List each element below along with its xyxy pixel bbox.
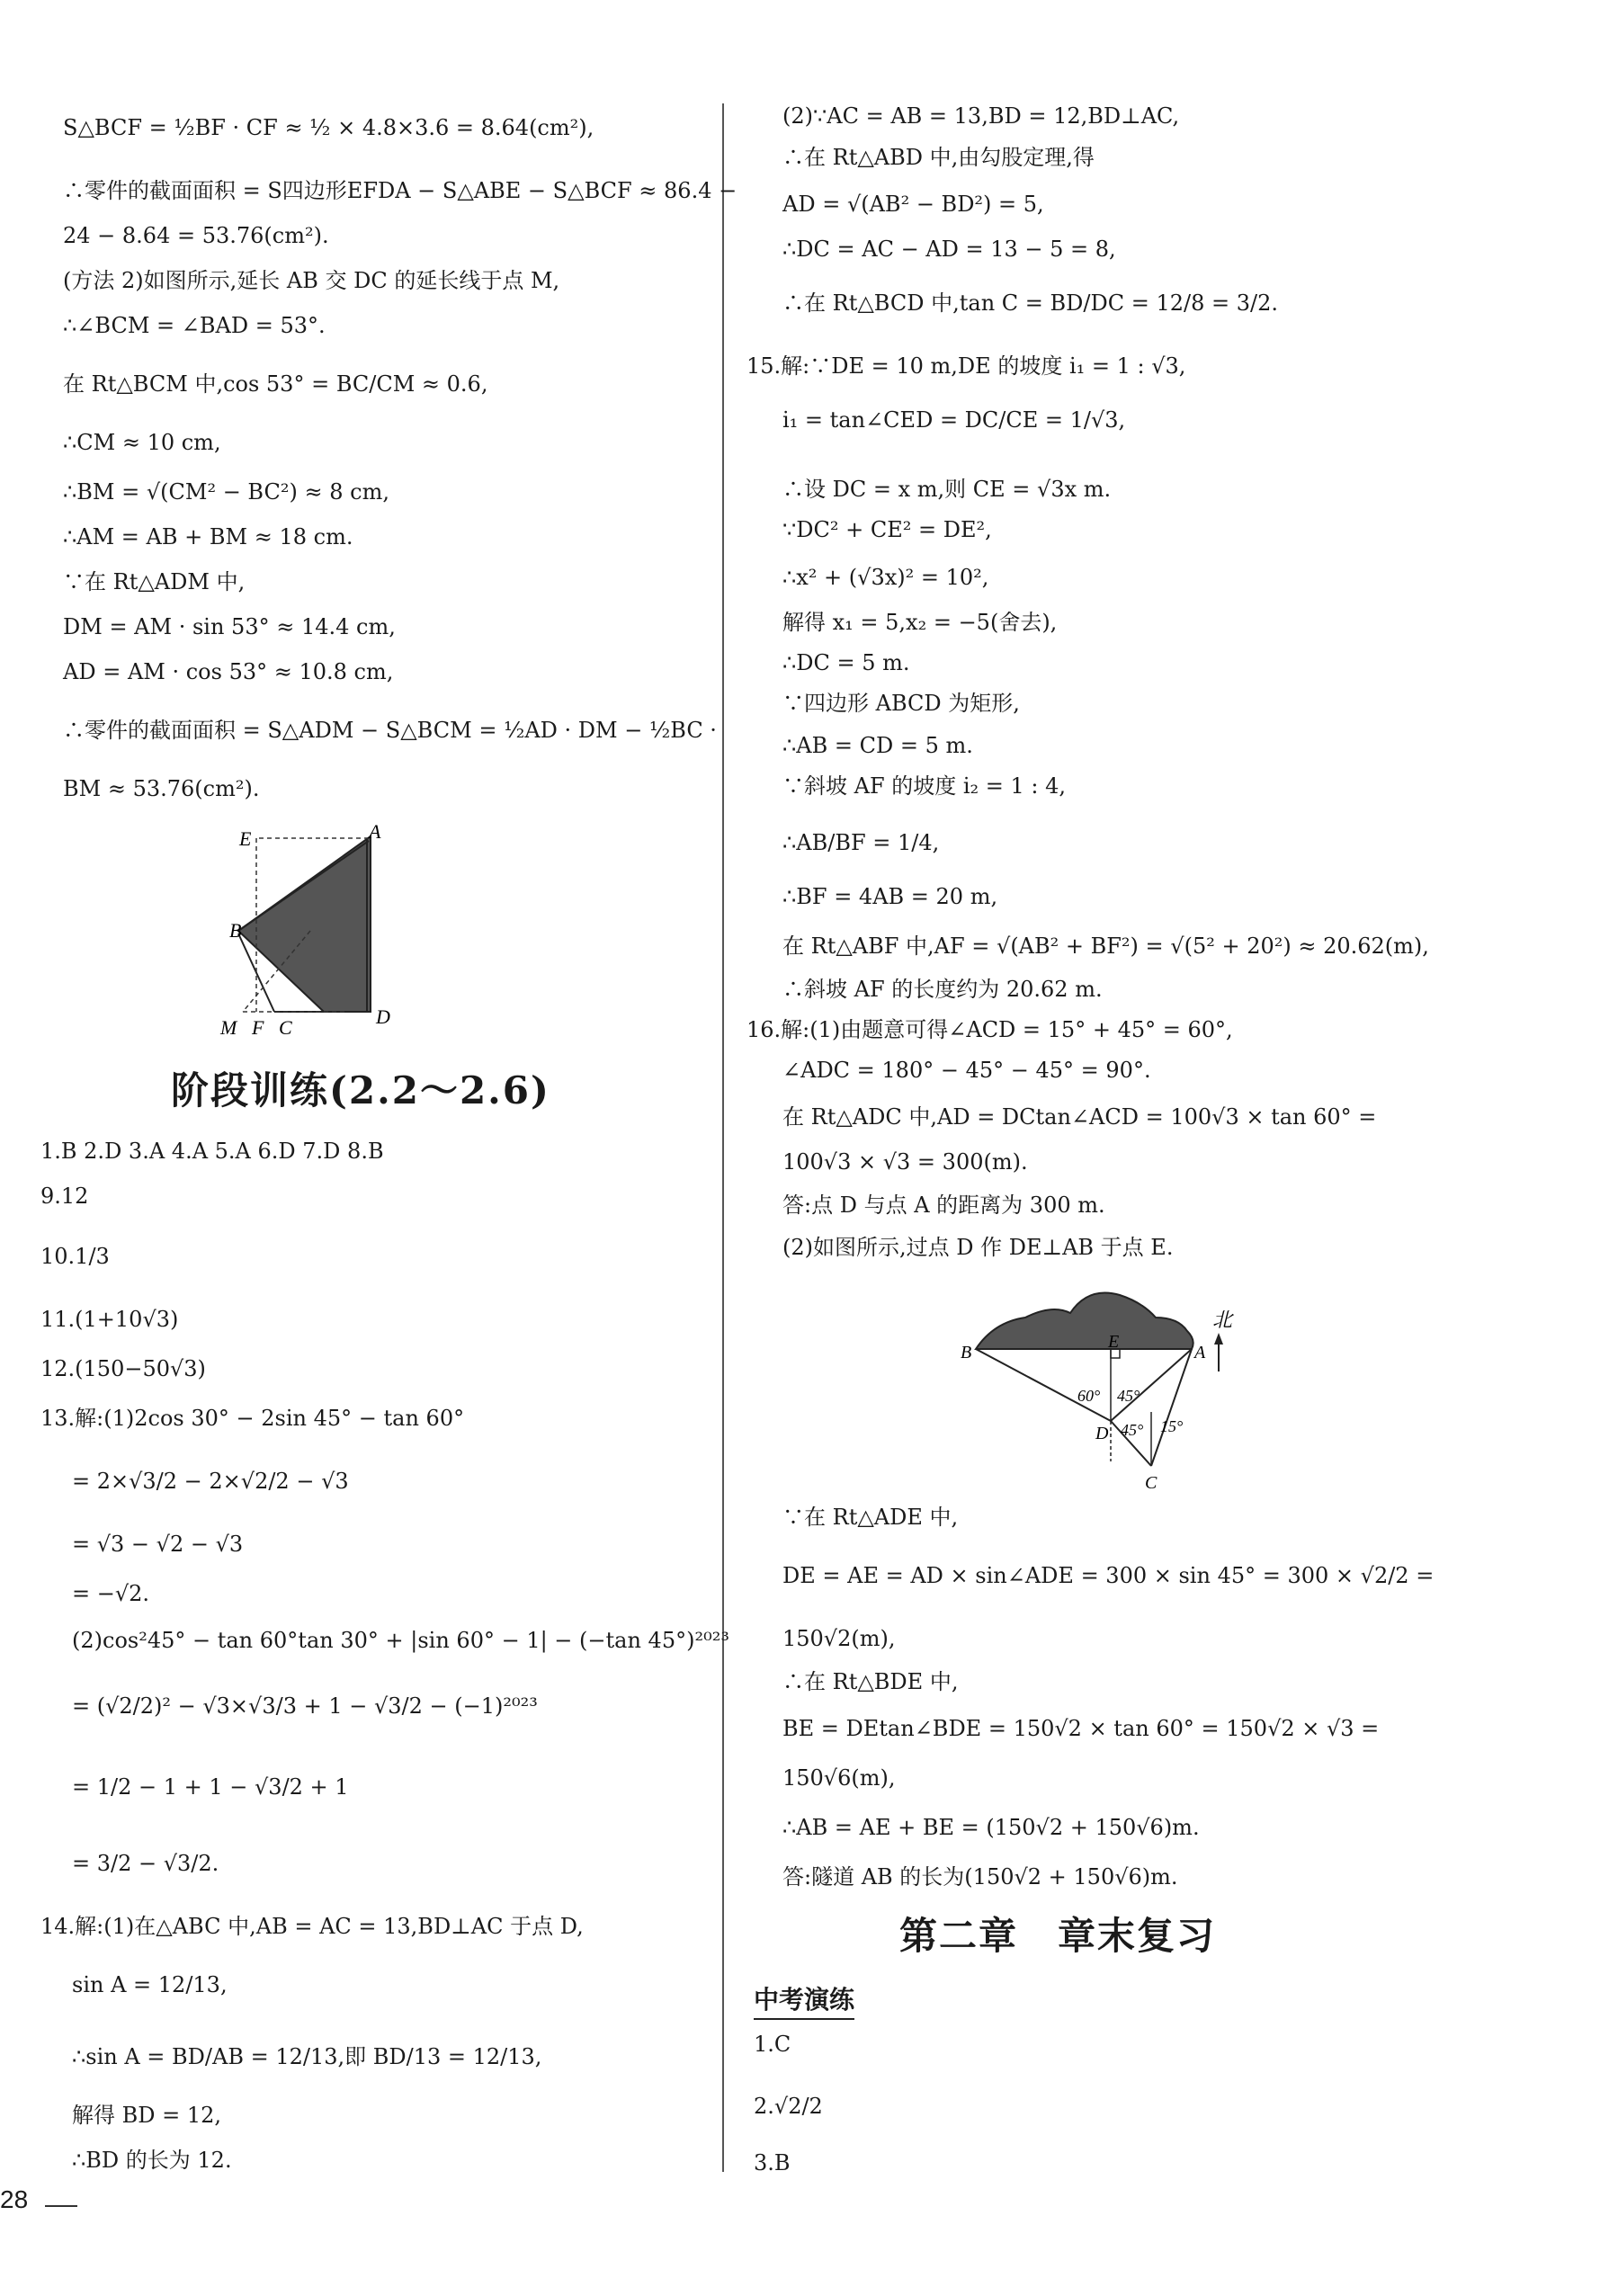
q13-line: = −√2. <box>72 1581 150 1606</box>
answer-line: 10.1/3 <box>40 1244 110 1269</box>
text-line: ∴AM = AB + BM ≈ 18 cm. <box>63 524 353 549</box>
text-line: 24 − 8.64 = 53.76(cm²). <box>63 223 329 248</box>
q13-line: = √3 − √2 − √3 <box>72 1532 244 1557</box>
q13-line: 13.解:(1)2cos 30° − 2sin 45° − tan 60° <box>40 1406 465 1431</box>
text-line: ∴x² + (√3x)² = 10², <box>782 565 989 590</box>
text-line: 答:隧道 AB 的长为(150√2 + 150√6)m. <box>782 1864 1178 1890</box>
text-line: ∵在 Rt△ADM 中, <box>63 569 246 594</box>
text-line: i₁ = tan∠CED = DC/CE = 1/√3, <box>782 407 1126 433</box>
text-line: BM ≈ 53.76(cm²). <box>63 776 260 801</box>
q14-line: 14.解:(1)在△ABC 中,AB = AC = 13,BD⊥AC 于点 D, <box>40 1914 584 1939</box>
angle-15: 15° <box>1160 1417 1184 1435</box>
text-line: BE = DEtan∠BDE = 150√2 × tan 60° = 150√2 × √3 = <box>782 1716 1380 1741</box>
label-E: E <box>1108 1332 1120 1352</box>
q14-line: ∴BD 的长为 12. <box>72 2148 232 2173</box>
text-line: (2)如图所示,过点 D 作 DE⊥AB 于点 E. <box>782 1235 1174 1260</box>
text-line: ∵在 Rt△ADE 中, <box>782 1505 959 1530</box>
label-B: B <box>961 1343 972 1362</box>
angle-60: 60° <box>1077 1387 1101 1405</box>
text-line: (方法 2)如图所示,延长 AB 交 DC 的延长线于点 M, <box>63 268 560 293</box>
text-line: ∴零件的截面面积 = S△ADM − S△BCM = ½AD · DM − ½BC · <box>63 718 717 743</box>
angle-45-a: 45° <box>1117 1387 1140 1405</box>
text-line: 150√6(m), <box>782 1765 896 1791</box>
chapter-answer: 3.B <box>754 2150 791 2175</box>
text-line: ∵四边形 ABCD 为矩形, <box>782 691 1020 716</box>
subsection-heading: 中考演练 <box>754 1980 854 2020</box>
section-title: 阶段训练(2.2～2.6) <box>171 1068 550 1112</box>
text-line: ∠ADC = 180° − 45° − 45° = 90°. <box>782 1058 1151 1083</box>
label-D: D <box>376 1005 390 1028</box>
text-line: ∴在 Rt△BCD 中,tan C = BD/DC = 12/8 = 3/2. <box>782 290 1278 316</box>
text-line: 在 Rt△ADC 中,AD = DCtan∠ACD = 100√3 × tan 60° = <box>782 1104 1377 1130</box>
label-A: A <box>1194 1343 1206 1362</box>
text-line: ∵斜坡 AF 的坡度 i₂ = 1 : 4, <box>782 773 1067 799</box>
text-line: 解得 x₁ = 5,x₂ = −5(舍去), <box>782 610 1058 635</box>
text-line: ∴CM ≈ 10 cm, <box>63 430 221 455</box>
text-line: ∴设 DC = x m,则 CE = √3x m. <box>782 477 1112 502</box>
label-A: A <box>369 820 381 843</box>
answer-line: 11.(1+10√3) <box>40 1307 179 1332</box>
text-line: ∴BF = 4AB = 20 m, <box>782 884 998 909</box>
q14-line: ∴sin A = BD/AB = 12/13,即 BD/13 = 12/13, <box>72 2044 542 2069</box>
label-M: M <box>220 1016 237 1039</box>
text-line: ∴∠BCM = ∠BAD = 53°. <box>63 313 326 338</box>
text-line: ∴零件的截面面积 = S四边形EFDA − S△ABE − S△BCF ≈ 86.4 − <box>63 178 737 203</box>
q14-line: 解得 BD = 12, <box>72 2103 222 2128</box>
angle-45-b: 45° <box>1121 1421 1144 1439</box>
geometry-figure-1 <box>220 818 558 1043</box>
text-line: S△BCF = ½BF · CF ≈ ½ × 4.8×3.6 = 8.64(cm²), <box>63 115 594 140</box>
geometry-figure-2 <box>962 1268 1250 1493</box>
column-divider <box>722 103 724 2172</box>
chapter-answer: 1.C <box>754 2032 791 2057</box>
text-line: (2)∵AC = AB = 13,BD = 12,BD⊥AC, <box>782 103 1180 129</box>
answer-line: 12.(150−50√3) <box>40 1356 206 1381</box>
text-line: ∴斜坡 AF 的长度约为 20.62 m. <box>782 977 1103 1002</box>
text-line: ∵DC² + CE² = DE², <box>782 517 992 542</box>
text-line: ∴在 Rt△BDE 中, <box>782 1669 959 1694</box>
text-line: AD = AM · cos 53° ≈ 10.8 cm, <box>63 659 394 684</box>
chapter-title: 第二章 章末复习 <box>899 1914 1217 1958</box>
answer-line: 1.B 2.D 3.A 4.A 5.A 6.D 7.D 8.B <box>40 1139 384 1164</box>
q14-line: sin A = 12/13, <box>72 1972 228 1997</box>
text-line: 150√2(m), <box>782 1626 896 1651</box>
label-F: F <box>252 1016 264 1039</box>
answer-line: 9.12 <box>40 1184 89 1209</box>
text-line: ∴DC = 5 m. <box>782 650 910 675</box>
text-line: ∴AB = CD = 5 m. <box>782 733 973 758</box>
text-line: 100√3 × √3 = 300(m). <box>782 1149 1028 1175</box>
mountain-shape <box>976 1293 1193 1350</box>
text-line: ∴在 Rt△ABD 中,由勾股定理,得 <box>782 145 1095 170</box>
q13-line: = (√2/2)² − √3×√3/3 + 1 − √3/2 − (−1)²⁰²³ <box>72 1693 538 1719</box>
q13-line: = 3/2 − √3/2. <box>72 1851 219 1876</box>
text-line: AD = √(AB² − BD²) = 5, <box>782 192 1044 217</box>
text-line: ∴BM = √(CM² − BC²) ≈ 8 cm, <box>63 479 389 505</box>
text-line: 16.解:(1)由题意可得∠ACD = 15° + 45° = 60°, <box>746 1017 1233 1042</box>
label-D: D <box>1095 1424 1109 1443</box>
text-line: ∴AB = AE + BE = (150√2 + 150√6)m. <box>782 1815 1200 1840</box>
text-line: ∴AB/BF = 1/4, <box>782 830 940 855</box>
text-line: 答:点 D 与点 A 的距离为 300 m. <box>782 1193 1105 1218</box>
north-label: 北 <box>1212 1309 1233 1331</box>
q13-line: (2)cos²45° − tan 60°tan 30° + |sin 60° − 1| − (−tan 45°)²⁰²³ <box>72 1628 729 1653</box>
text-line: 在 Rt△ABF 中,AF = √(AB² + BF²) = √(5² + 20²) ≈ 20.62(m), <box>782 934 1429 959</box>
text-line: 15.解:∵DE = 10 m,DE 的坡度 i₁ = 1 : √3, <box>746 353 1186 379</box>
chapter-answer: 2.√2/2 <box>754 2094 823 2119</box>
shaded-region <box>238 836 371 1012</box>
text-line: DM = AM · sin 53° ≈ 14.4 cm, <box>63 614 396 639</box>
text-line: DE = AE = AD × sin∠ADE = 300 × sin 45° = 300 × √2/2 = <box>782 1563 1435 1588</box>
q13-line: = 1/2 − 1 + 1 − √3/2 + 1 <box>72 1774 349 1800</box>
text-line: ∴DC = AC − AD = 13 − 5 = 8, <box>782 237 1116 262</box>
text-line: 在 Rt△BCM 中,cos 53° = BC/CM ≈ 0.6, <box>63 371 488 397</box>
label-B: B <box>229 919 242 942</box>
label-C: C <box>279 1016 292 1039</box>
page-number-dash <box>45 2205 77 2207</box>
page-number: 28 <box>0 2185 29 2213</box>
label-C: C <box>1145 1473 1158 1493</box>
q13-line: = 2×√3/2 − 2×√2/2 − √3 <box>72 1469 349 1494</box>
label-E: E <box>239 827 252 850</box>
